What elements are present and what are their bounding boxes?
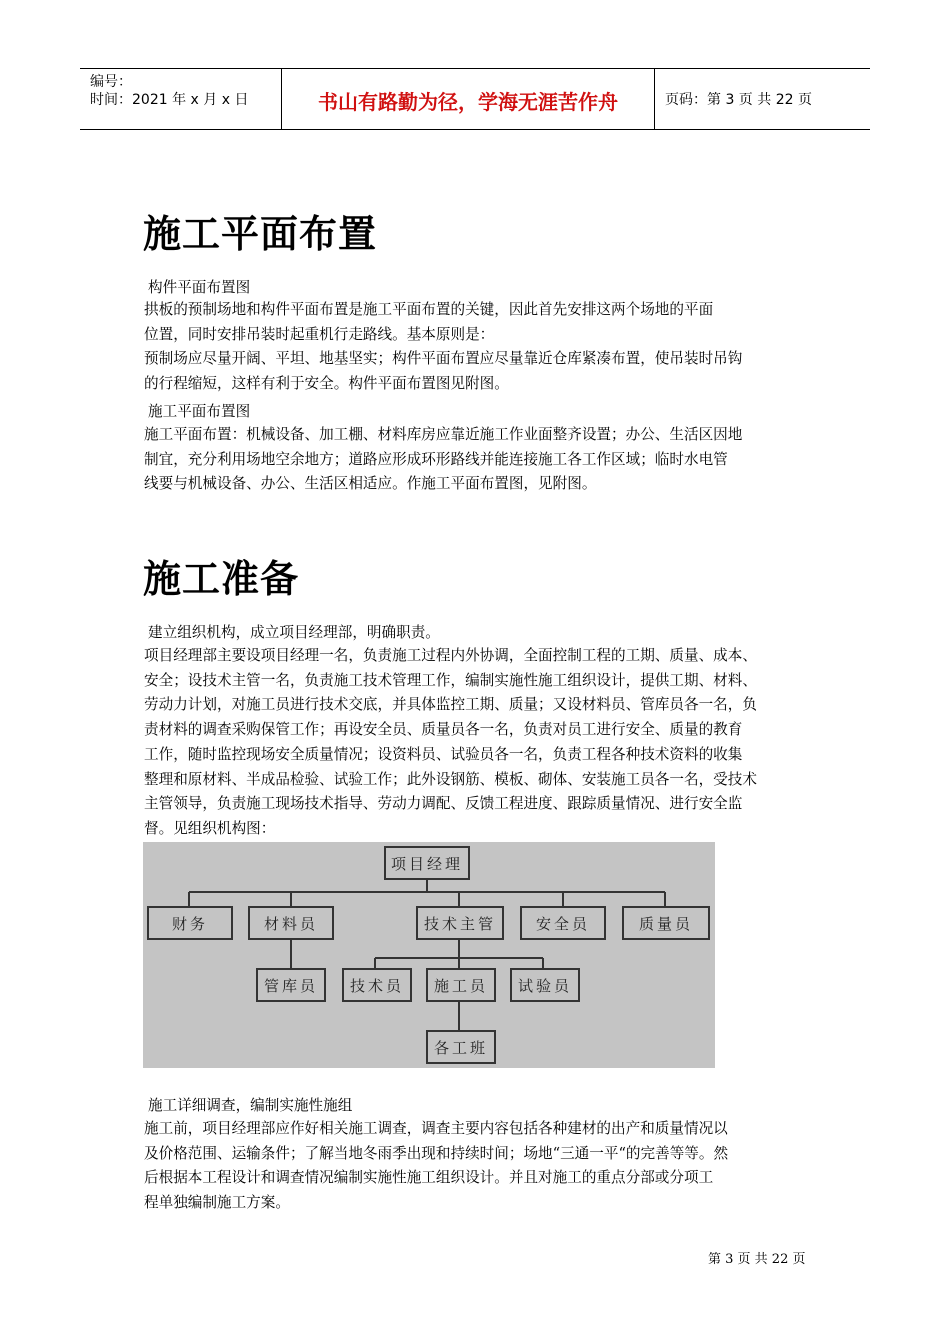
subheading-organization: 建立组织机构，成立项目经理部，明确职责。 xyxy=(148,624,440,641)
text-line: 位置，同时安排吊装时起重机行走路线。基本原则是： xyxy=(144,325,495,343)
text-line: 及价格范围、运输条件；了解当地冬雨季出现和持续时间；场地“三通一平“的完善等等。然 xyxy=(144,1144,729,1162)
page-footer: 第 3 页 共 22 页 xyxy=(708,1252,806,1267)
text-line: 后根据本工程设计和调查情况编制实施性施工组织设计。并且对施工的重点分部或分项工 xyxy=(144,1169,714,1187)
subheading-site-layout: 施工平面布置图 xyxy=(148,403,251,420)
header-motto: 书山有路勤为径，学海无涯苦作舟 xyxy=(318,90,618,114)
subheading-survey: 施工详细调查，编制实施性施组 xyxy=(148,1097,353,1114)
number-label: 编号： xyxy=(90,74,132,90)
header-page-info: 页码：第 3 页 共 22 页 xyxy=(665,92,812,108)
section-title-preparation: 施工准备 xyxy=(143,557,300,601)
text-line: 制宜，充分利用场地空余地方；道路应形成环形路线并能连接施工各工作区域；临时水电管 xyxy=(144,450,728,468)
org-node-level2: 施工员 xyxy=(426,968,496,1002)
paragraph-survey xyxy=(144,1117,824,1216)
text-line: 安全；设技术主管一名，负责施工技术管理工作，编制实施性施工组织设计，提供工期、材料、 xyxy=(144,671,757,689)
text-line: 劳动力计划，对施工员进行技术交底，并具体监控工期、质量；又设材料员、管库员各一名，负 xyxy=(144,696,757,714)
text-line: 施工前，项目经理部应作好相关施工调查，调查主要内容包括各种建材的出产和质量情况以 xyxy=(144,1120,728,1137)
text-line: 督。见组织机构图： xyxy=(144,819,276,837)
paragraph-organization xyxy=(144,644,824,842)
org-node-level1: 质量员 xyxy=(622,906,710,940)
header-motto-cell xyxy=(281,69,655,129)
text-line: 责材料的调查采购保管工作；再设安全员、质量员各一名，负责对员工进行安全、质量的教育 xyxy=(144,721,743,739)
org-node-level2: 管库员 xyxy=(256,968,326,1002)
text-line: 主管领导，负责施工现场技术指导、劳动力调配、反馈工程进度、跟踪质量情况、进行安全监 xyxy=(144,795,743,813)
header-page-cell xyxy=(654,69,870,129)
org-node-level2: 试验员 xyxy=(510,968,580,1002)
paragraph-component-layout xyxy=(144,298,824,397)
text-line: 整理和原材料、半成品检验、试验工作；此外设钢筋、模板、砌体、安装施工员各一名，受技术 xyxy=(144,770,757,788)
page-header xyxy=(80,68,870,130)
org-node-level1: 安全员 xyxy=(520,906,606,940)
org-chart xyxy=(143,842,715,1068)
org-node-root: 项目经理 xyxy=(384,846,470,880)
text-line: 项目经理部主要设项目经理一名，负责施工过程内外协调，全面控制工程的工期、质量、成本、 xyxy=(144,647,757,664)
org-node-level1: 材料员 xyxy=(248,906,334,940)
org-node-level1: 财务 xyxy=(147,906,233,940)
text-line: 线要与机械设备、办公、生活区相适应。作施工平面布置图，见附图。 xyxy=(144,475,597,493)
text-line: 拱板的预制场地和构件平面布置是施工平面布置的关键，因此首先安排这两个场地的平面 xyxy=(144,301,714,318)
paragraph-site-layout xyxy=(144,423,824,497)
text-line: 的行程缩短，这样有利于安全。构件平面布置图见附图。 xyxy=(144,375,509,393)
text-line: 程单独编制施工方案。 xyxy=(144,1194,290,1212)
section-title-layout: 施工平面布置 xyxy=(143,212,378,256)
org-node-level2: 技术员 xyxy=(342,968,412,1002)
org-node-level3: 各工班 xyxy=(426,1030,496,1064)
subheading-component-layout: 构件平面布置图 xyxy=(148,279,251,296)
text-line: 预制场应尽量开阔、平坦、地基坚实；构件平面布置应尽量靠近仓库紧凑布置，使吊装时吊钩 xyxy=(144,350,743,368)
time-label: 时间：2021 年 x 月 x 日 xyxy=(90,92,249,108)
org-node-level1: 技术主管 xyxy=(416,906,504,940)
header-meta xyxy=(80,69,280,129)
text-line: 工作，随时监控现场安全质量情况；设资料员、试验员各一名，负责工程各种技术资料的收集 xyxy=(144,745,743,763)
text-line: 施工平面布置：机械设备、加工棚、材料库房应靠近施工作业面整齐设置；办公、生活区因地 xyxy=(144,426,743,443)
